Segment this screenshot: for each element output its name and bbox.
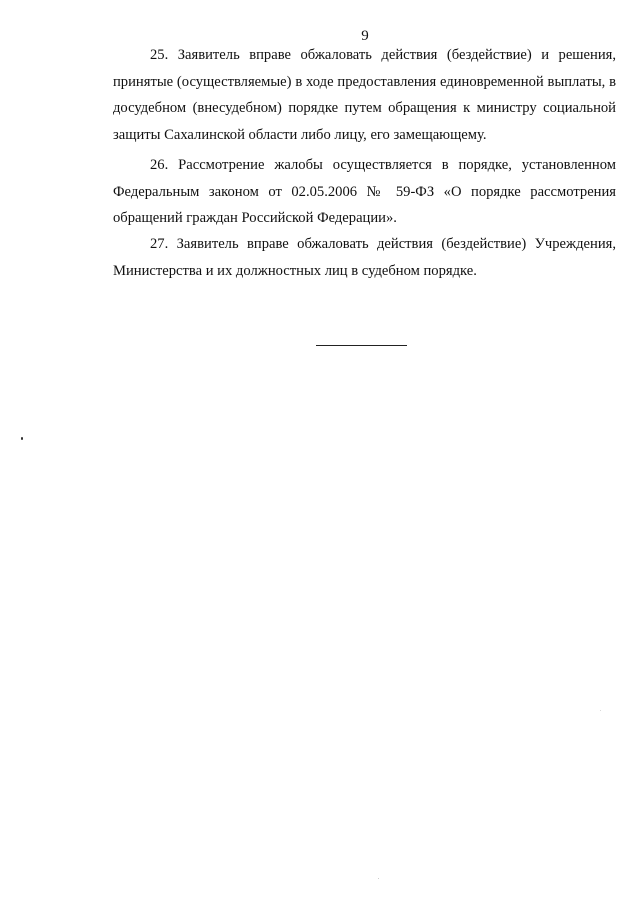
end-separator-line bbox=[316, 345, 407, 346]
scan-speck bbox=[21, 437, 23, 440]
scan-speck bbox=[378, 878, 379, 879]
paragraph-26: 26. Рассмотрение жалобы осуществляется в порядке, установленном Федеральным законом от 02.05.2006 № 59-ФЗ «О порядке рассмотрения обращений граждан Российской Федерации». bbox=[113, 157, 616, 226]
page-number: 9 bbox=[361, 28, 369, 44]
scan-speck bbox=[600, 710, 601, 711]
paragraph-27: 27. Заявитель вправе обжаловать действия (бездействие) Учреждения, Министерства и их должностных лиц в судебном порядке. bbox=[113, 236, 616, 279]
paragraph-25: 25. Заявитель вправе обжаловать действия (бездействие) и решения, принятые (осуществляемые) в ходе предоставления единовременной выплаты, в досудебном (внесудебном) порядке путем обращения к министру социальной защиты Сахалинской области либо лицу, его замещающему. bbox=[113, 47, 616, 143]
